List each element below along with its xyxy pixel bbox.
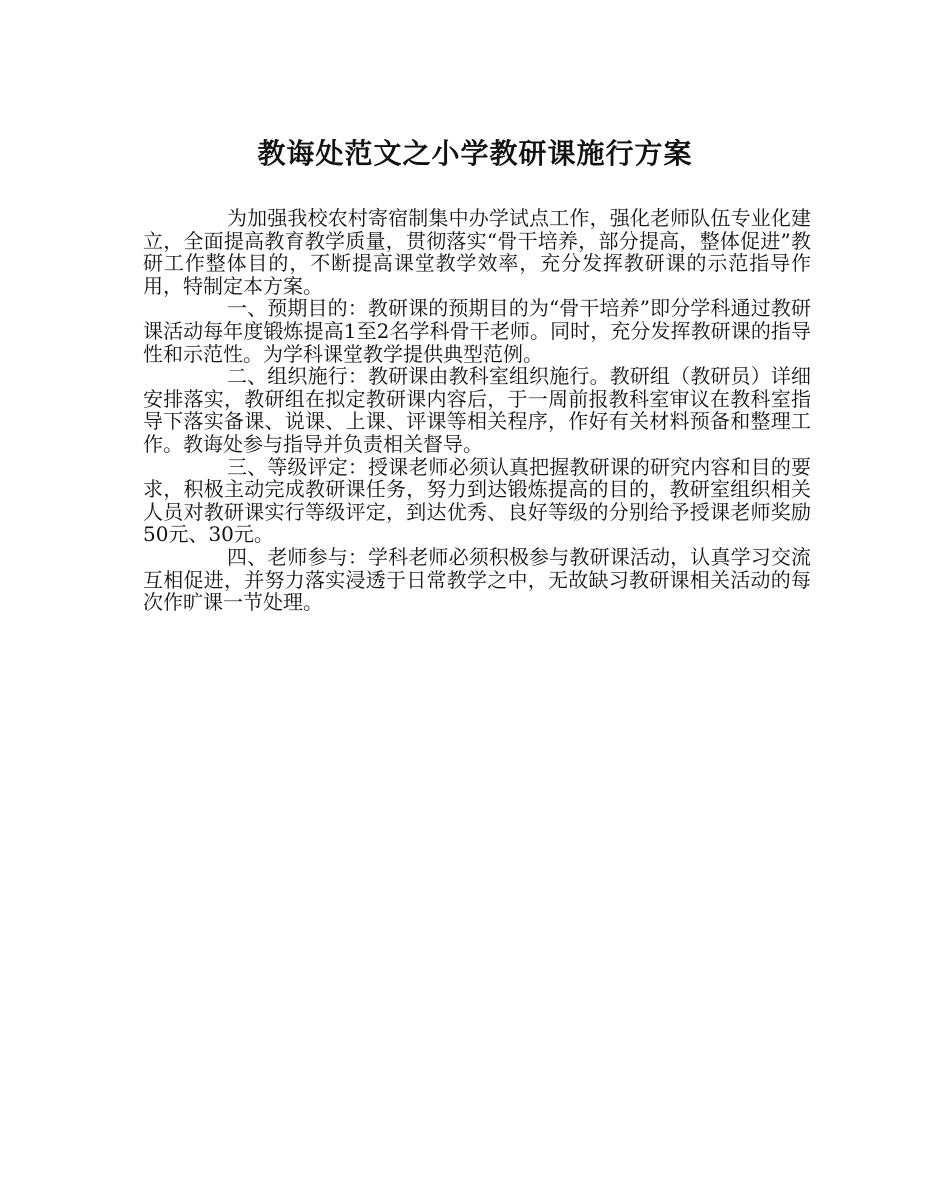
document-title: 教诲处范文之小学教研课施行方案 — [257, 137, 693, 170]
paragraph-organization: 二、组织施行：教研课由教科室组织施行。教研组（教研员）详细安排落实，教研组在拟定教研课内容后，于一周前报教科室审议在教科室指导下落实备课、说课、上课、评课等相关程序，作好有关材料预备和整理工作。教诲处参与指导并负责相关督导。 — [143, 364, 811, 456]
paragraph-grading: 三、等级评定：授课老师必须认真把握教研课的研究内容和目的要求，积极主动完成教研课任务，努力到达锻炼提高的目的，教研室组织相关人员对教研课实行等级评定，到达优秀、良好等级的分别给予授课老师奖励50元、30元。 — [143, 454, 811, 547]
paragraph-expected-goal: 一、预期目的：教研课的预期目的为“骨干培养”即分学科通过教研课活动每年度锻炼提高1至2名学科骨干老师。同时，充分发挥教研课的指导性和示范性。为学科课堂教学提供典型范例。 — [143, 296, 811, 366]
paragraph-participation: 四、老师参与：学科老师必须积极参与教研课活动，认真学习交流互相促进，并努力落实浸透于日常教学之中，无故缺习教研课相关活动的每次作旷课一节处理。 — [143, 544, 811, 615]
document-body — [143, 207, 811, 614]
paragraph-intro: 为加强我校农村寄宿制集中办学试点工作，强化老师队伍专业化建立，全面提高教育教学质量，贯彻落实“骨干培养，部分提高，整体促进”教研工作整体目的，不断提高课堂教学效率，充分发挥教研课的示范指导作用，特制定本方案。 — [143, 206, 811, 298]
